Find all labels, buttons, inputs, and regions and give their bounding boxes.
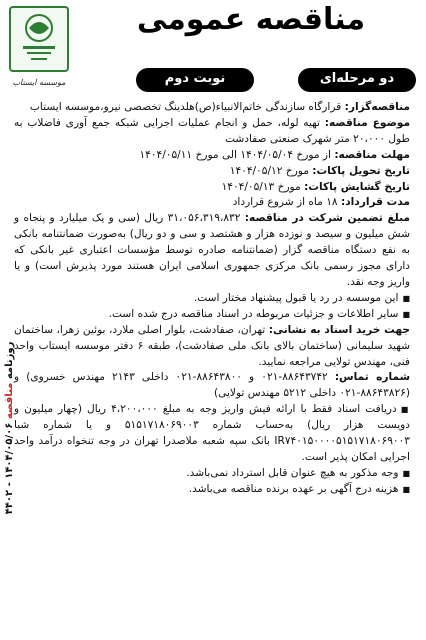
bullet-ad-cost: ■ هزینه درج آگهی بر عهده برنده مناقصه می‌باشد. — [14, 482, 410, 498]
subject-text: تهیه لوله، حمل و انجام عملیات اجرایی شبکه جمع آوری فاضلاب به طول ۲۰،۰۰۰ متر شهرک صنعتی صفادشت — [14, 116, 410, 145]
subject-line — [14, 116, 410, 148]
badge-two-stage: دو مرحله‌ای — [298, 68, 416, 92]
subject-label: موضوع مناقصه: — [324, 116, 411, 129]
emblem-icon — [17, 12, 61, 66]
side-paper: روزنامه — [4, 341, 15, 380]
bullet-non-refundable: ■ وجه مذکور به هیچ عنوان قابل استرداد نمی‌باشد. — [14, 466, 410, 482]
notice-body — [14, 100, 410, 498]
address-line — [14, 323, 410, 371]
guarantee-label: مبلغ تضمین شرکت در مناقصه: — [244, 212, 410, 225]
organizer-line — [14, 100, 410, 116]
payment-line: ■ دریافت اسناد فقط با ارائه فیش واریز وجه به مبلغ ۴،۲۰۰،۰۰۰ ریال (چهار میلیون و دویست هزار ریال) به‌حساب شماره ۵۱۵۱۷۱۸۰۶۹۰۰۳ و یا شماره شبا IR۷۴۰۱۵۰۰۰۰۵۱۵۱۷۱۸۰۶۹۰۰۳ بانک سپه شعبه ملاصدرا تهران در وجه تنخواه درآمد واحد اجرایی امکان پذیر است. — [14, 402, 410, 466]
logo — [8, 6, 70, 94]
opening-line — [14, 180, 410, 196]
side-strip — [4, 298, 20, 558]
guarantee-line — [14, 211, 410, 291]
badge-row — [96, 68, 416, 92]
page-title: مناقصه عمومی — [136, 2, 366, 37]
guarantee-text: ۳۱،۰۵۶،۳۱۹،۸۳۲ ریال (سی و یک میلیارد و پنجاه و شش میلیون و سیصد و نوزده هزار و هشتصد و سی و دو ریال) به‌صورت ضمانتنامه بانکی به نفع دستگاه مناقصه گزار (ضمانتنامه صادره توسط مؤسسات اعتباری غیر بانکی که دارای مجوز رسمی بانک مرکزی جمهوری اسلامی ایران هستند مورد پذیرش است) و یا واریز وجه نقد. — [14, 212, 410, 288]
organizer-text: قرارگاه سازندگی خاتم‌الانبیاء(ص)هلدینگ تخصصی نیرو،موسسه ایستاب — [29, 101, 342, 113]
deadline-label: مهلت مناقصه: — [334, 148, 410, 161]
duration-line — [14, 195, 410, 211]
side-brand: مناقصه — [4, 382, 15, 420]
delivery-label: تاریخ تحویل پاکات: — [312, 164, 410, 177]
bullet-reject-accept: ■ این موسسه در رد یا قبول پیشنهاد مختار است. — [14, 291, 410, 307]
address-text: تهران، صفادشت، بلوار اصلی ملارد، بوئین زهرا، ساختمان شهید سلیمانی (ساختمان بالای بانک ملی صفادشت)، طبقه ۶ دفتر موسسه ایستاب واحد فنی، مهندس تولایی مراجعه نمایید. — [14, 323, 410, 368]
opening-text: مورخ ۱۴۰۴/۰۵/۱۳ — [221, 180, 301, 193]
deadline-text: از مورخ ۱۴۰۴/۰۵/۰۴ الی مورخ ۱۴۰۴/۰۵/۱۱ — [139, 148, 331, 161]
opening-label: تاریخ گشایش پاکات: — [304, 180, 410, 193]
phone-line — [14, 370, 410, 402]
duration-label: مدت قرارداد: — [340, 196, 410, 209]
badge-second-round: نوبت دوم — [136, 68, 254, 92]
deadline-line — [14, 148, 410, 164]
phone-label: شماره تماس: — [334, 371, 410, 384]
duration-text: ۱۸ ماه از شروع قرارداد — [232, 196, 338, 209]
delivery-text: مورخ ۱۴۰۴/۰۵/۱۲ — [229, 164, 309, 177]
bullet-other-info: ■ سایر اطلاعات و جزئیات مربوطه در اسناد مناقصه درج شده است. — [14, 307, 410, 323]
side-code: ۱۴۰۴/۰۵/۰۶ - ۴۴۰۲ — [4, 422, 15, 515]
delivery-line — [14, 164, 410, 180]
phone-text: ۸۸۶۴۳۷۴۲-۰۲۱ و ۸۸۶۴۳۸۰۰-۰۲۱ داخلی ۲۱۴۳ مهندس خسروی) و (۸۸۶۴۳۸۲۶-۰۲۱ داخلی ۵۲۱۲ مهندس تولایی) — [14, 371, 410, 400]
address-label: جهت خرید اسناد به نشانی: — [268, 323, 410, 336]
logo-emblem — [9, 6, 69, 72]
logo-signature: موسسه ایستاب — [12, 78, 66, 87]
organizer-label: مناقصه‌گزار: — [344, 101, 410, 113]
